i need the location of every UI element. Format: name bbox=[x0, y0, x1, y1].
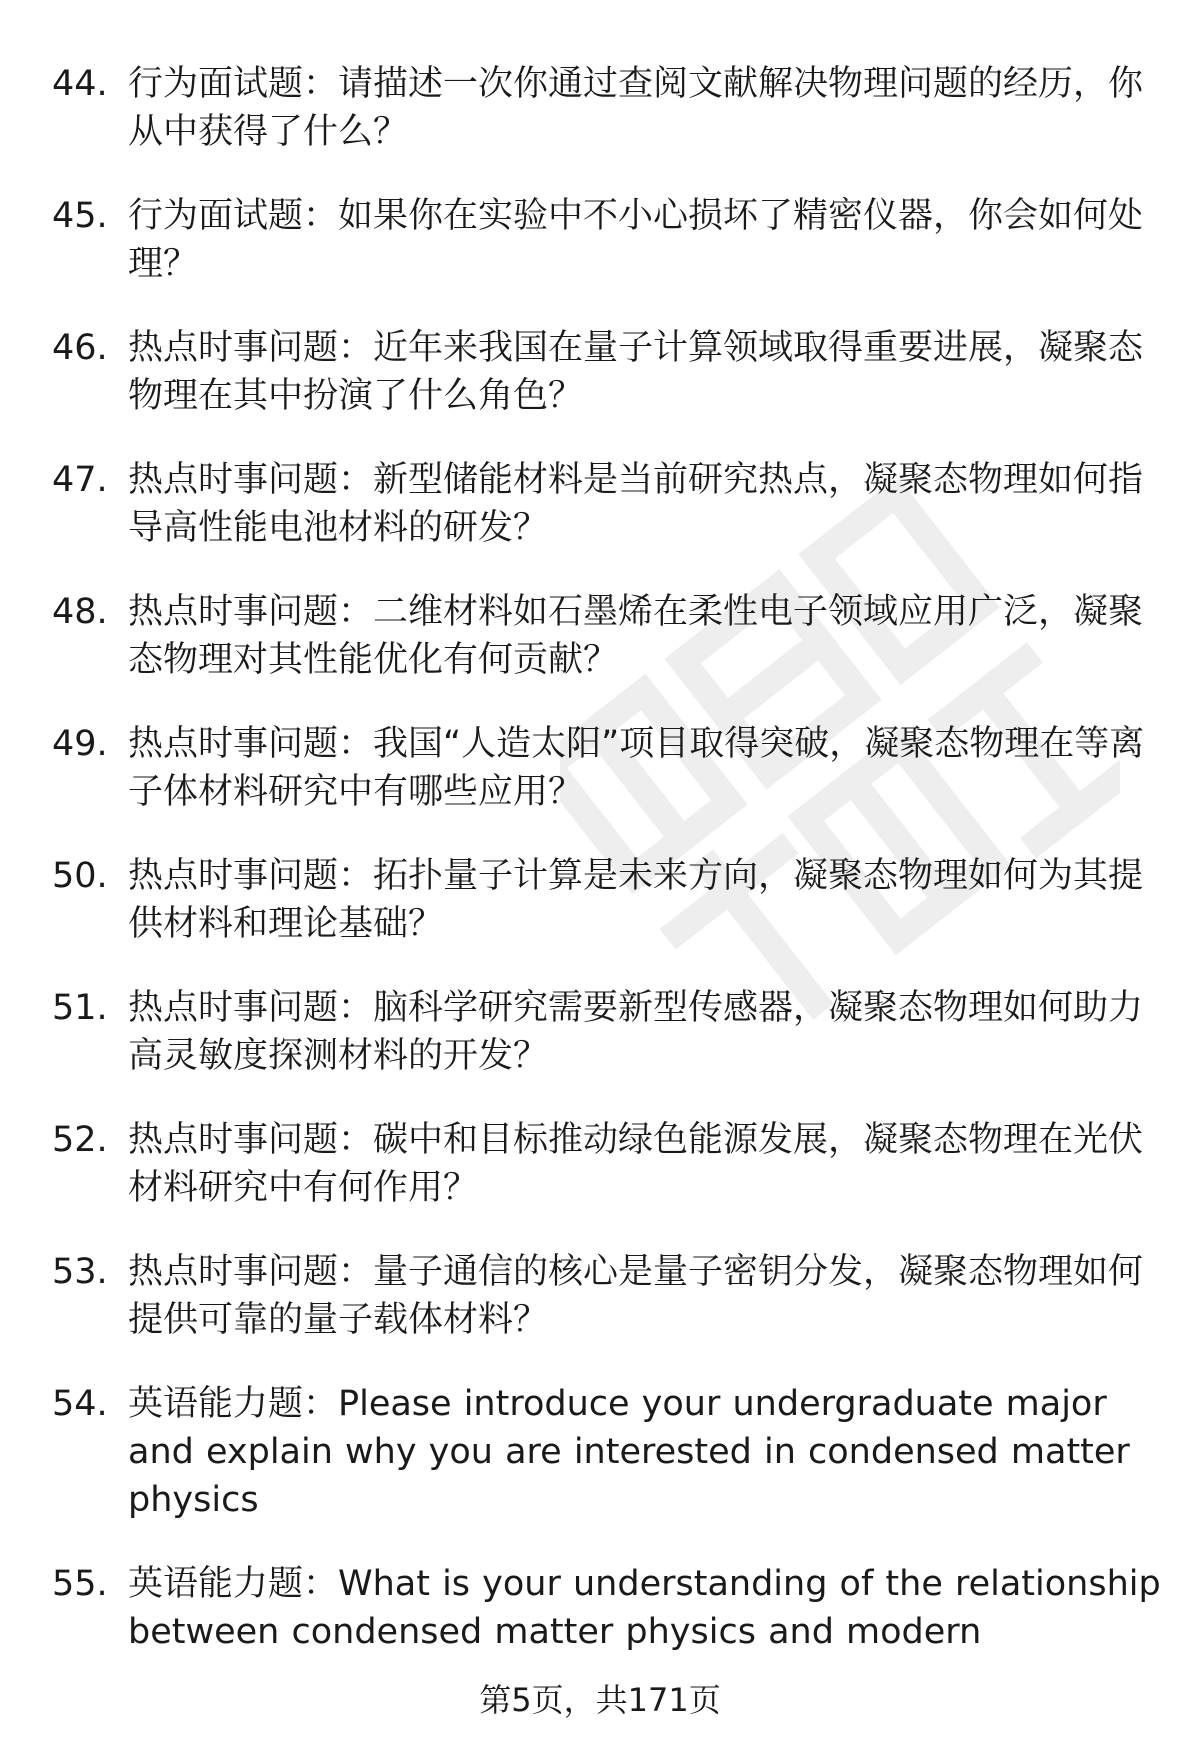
question-text: 热点时事问题：量子通信的核心是量子密钥分发，凝聚态物理如何提供可靠的量子载体材料？ bbox=[128, 1252, 1144, 1340]
page-footer: 第5页，共171页 bbox=[479, 1681, 721, 1719]
question-text: 热点时事问题：碳中和目标推动绿色能源发展，凝聚态物理在光伏材料研究中有何作用？ bbox=[128, 1120, 1144, 1208]
question-number: 50. bbox=[52, 856, 108, 896]
question-item bbox=[0, 1116, 1200, 1212]
question-item bbox=[0, 1248, 1200, 1344]
question-text: 英语能力题：Please introduce your undergraduate major and explain why you are interested in condensed matter physics bbox=[128, 1384, 1130, 1520]
question-text: 热点时事问题：拓扑量子计算是未来方向，凝聚态物理如何为其提供材料和理论基础？ bbox=[128, 856, 1144, 944]
question-number: 53. bbox=[52, 1252, 108, 1292]
question-number: 44. bbox=[52, 64, 108, 104]
question-item bbox=[0, 456, 1200, 552]
question-item bbox=[0, 852, 1200, 948]
question-item bbox=[0, 720, 1200, 816]
question-item bbox=[0, 1380, 1200, 1524]
question-text: 热点时事问题：我国“人造太阳”项目取得突破，凝聚态物理在等离子体材料研究中有哪些应用？ bbox=[128, 724, 1145, 812]
question-number: 47. bbox=[52, 460, 108, 500]
question-item bbox=[0, 984, 1200, 1080]
question-number: 49. bbox=[52, 724, 108, 764]
question-number: 52. bbox=[52, 1120, 108, 1160]
question-text: 英语能力题：What is your understanding of the relationship between condensed matter physics and modern bbox=[128, 1564, 1161, 1652]
question-text: 热点时事问题：脑科学研究需要新型传感器，凝聚态物理如何助力高灵敏度探测材料的开发？ bbox=[128, 988, 1144, 1076]
question-text: 热点时事问题：新型储能材料是当前研究热点，凝聚态物理如何指导高性能电池材料的研发？ bbox=[128, 460, 1144, 548]
question-item bbox=[0, 324, 1200, 420]
question-text: 热点时事问题：二维材料如石墨烯在柔性电子领域应用广泛，凝聚态物理对其性能优化有何贡献？ bbox=[128, 592, 1144, 680]
question-text: 行为面试题：如果你在实验中不小心损坏了精密仪器，你会如何处理？ bbox=[128, 196, 1144, 284]
question-item bbox=[0, 60, 1200, 156]
question-item bbox=[0, 588, 1200, 684]
question-text: 热点时事问题：近年来我国在量子计算领域取得重要进展，凝聚态物理在其中扮演了什么角色？ bbox=[128, 328, 1144, 416]
question-number: 51. bbox=[52, 988, 108, 1028]
question-item bbox=[0, 192, 1200, 288]
question-number: 54. bbox=[52, 1384, 108, 1424]
question-item bbox=[0, 1560, 1200, 1656]
question-number: 45. bbox=[52, 196, 108, 236]
question-text: 行为面试题：请描述一次你通过查阅文献解决物理问题的经历，你从中获得了什么？ bbox=[128, 64, 1144, 152]
question-number: 55. bbox=[52, 1564, 108, 1604]
question-number: 48. bbox=[52, 592, 108, 632]
question-number: 46. bbox=[52, 328, 108, 368]
question-list bbox=[0, 60, 1200, 1692]
